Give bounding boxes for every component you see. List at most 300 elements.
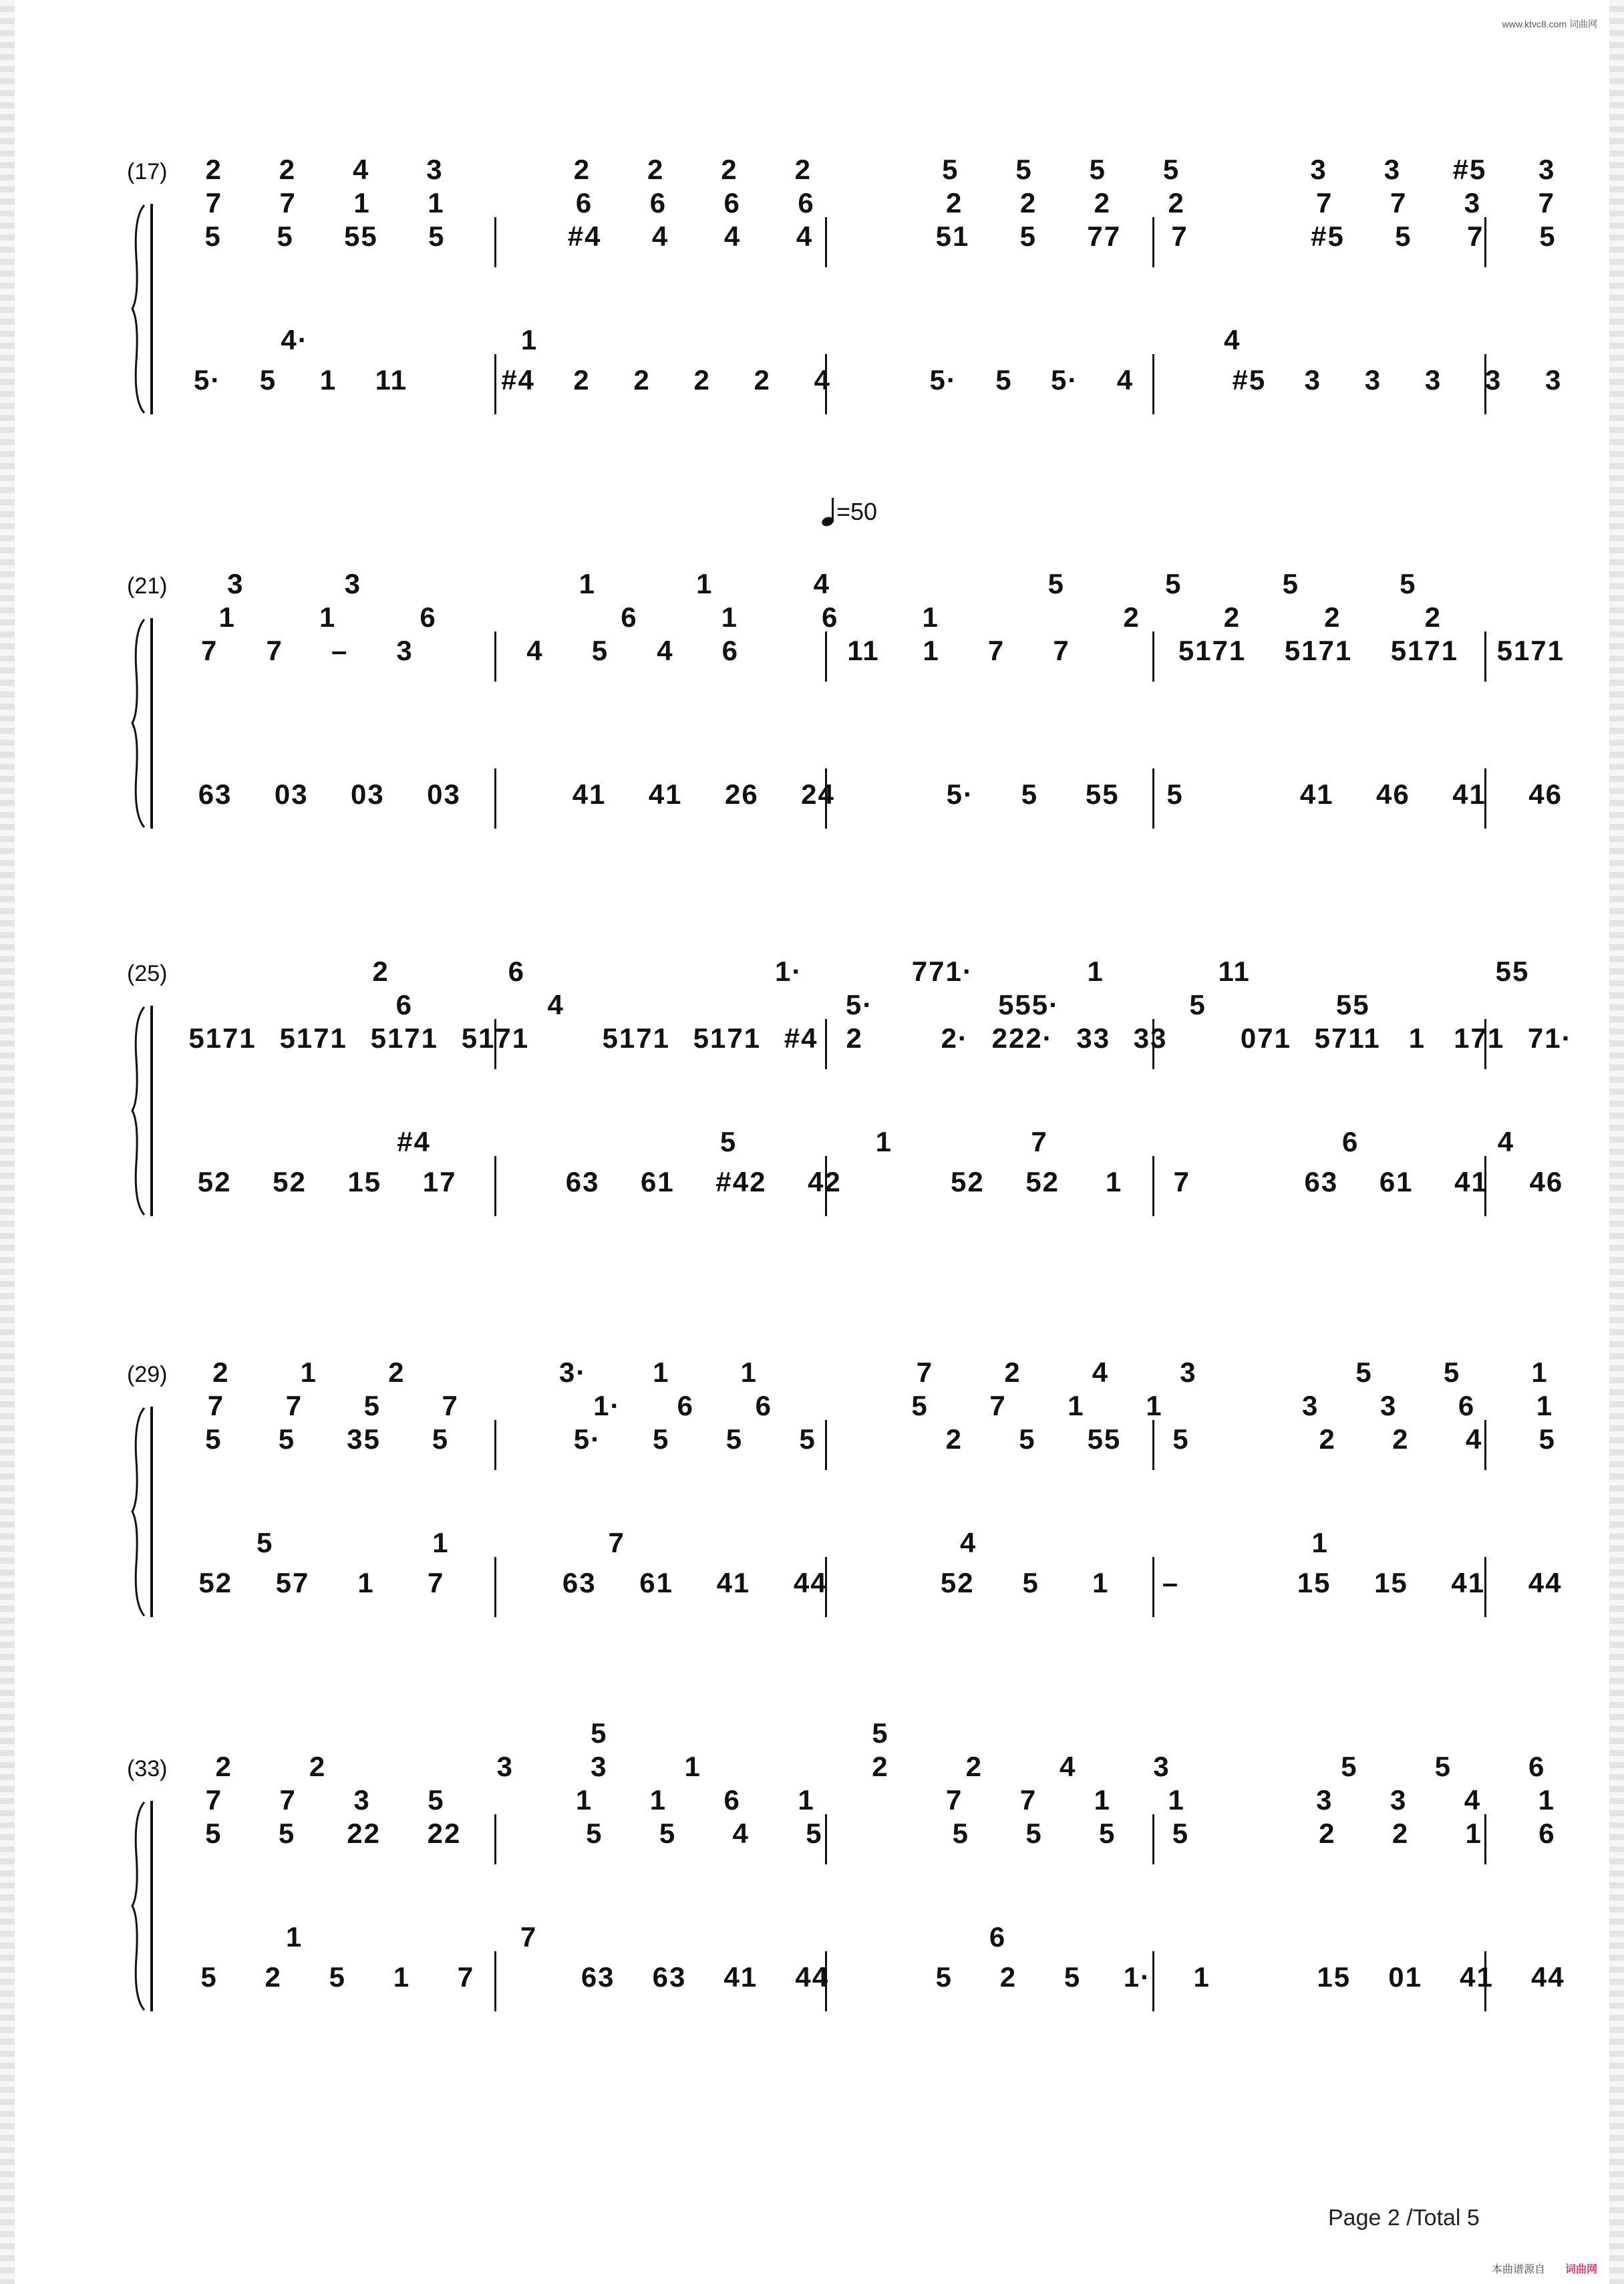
note-token: 51: [935, 221, 970, 252]
note-token: 41: [1451, 1567, 1486, 1598]
note-token: 03: [274, 778, 309, 810]
bass-row: [177, 364, 1584, 396]
note-token: 2: [309, 1751, 327, 1782]
note-token: #5: [1452, 154, 1487, 185]
note-token: 7: [427, 1567, 445, 1598]
note-token: 1: [1094, 1784, 1112, 1816]
note-token: 5: [1022, 1567, 1039, 1598]
note-token: 22: [427, 1818, 462, 1849]
note-token: 7: [279, 1784, 297, 1816]
note-token: 5: [872, 1717, 889, 1749]
note-token: 3: [396, 635, 414, 666]
staff-system: [0, 127, 1624, 434]
system-line: [150, 204, 153, 414]
quarter-note-icon: [822, 499, 836, 526]
note-token: 1: [696, 568, 713, 599]
note-token: 1: [1538, 1784, 1555, 1816]
measure-number: (21): [127, 573, 168, 599]
note-token: 7: [1031, 1126, 1048, 1157]
note-token: 3: [344, 568, 361, 599]
note-token: 7: [987, 635, 1005, 666]
bass-row: [177, 324, 1584, 356]
note-token: 4: [796, 221, 814, 252]
note-token: 2: [573, 364, 591, 396]
note-token: 555·: [998, 989, 1060, 1020]
note-token: 24: [801, 778, 835, 810]
note-token: 7: [201, 635, 218, 666]
note-token: 55: [1495, 956, 1530, 987]
note-token: 5: [1341, 1751, 1358, 1782]
note-token: 5·: [1050, 364, 1079, 396]
note-token: 2: [1392, 1423, 1410, 1455]
note-token: 5: [205, 1818, 222, 1849]
note-token: 4: [352, 154, 370, 185]
note-token: 6: [1538, 1818, 1556, 1849]
note-token: 55: [344, 221, 378, 252]
note-token: 52: [273, 1166, 307, 1197]
note-token: 3: [1384, 154, 1402, 185]
note-token: #5: [1311, 221, 1345, 252]
note-token: 3: [227, 568, 245, 599]
note-token: 6: [508, 956, 526, 987]
note-token: 4·: [281, 324, 309, 355]
note-token: 4: [657, 635, 674, 666]
note-token: #4: [567, 221, 602, 252]
note-token: #42: [715, 1166, 767, 1197]
note-token: 5: [204, 221, 222, 252]
note-token: 5: [259, 364, 277, 396]
treble-row: [177, 601, 1584, 633]
note-token: 5: [1047, 568, 1065, 599]
note-token: 1·: [1123, 1961, 1152, 1993]
note-token: –: [1162, 1567, 1180, 1598]
note-token: 3: [426, 154, 444, 185]
note-token: 2: [573, 154, 591, 185]
note-token: 1: [1311, 1527, 1329, 1558]
note-token: 7: [1173, 1166, 1190, 1197]
note-token: 7: [946, 1784, 963, 1816]
treble-row: [177, 1423, 1584, 1455]
note-token: 52: [197, 1166, 232, 1197]
treble-row: [177, 1784, 1584, 1816]
note-token: 5: [277, 221, 294, 252]
note-token: 1: [1531, 1357, 1549, 1388]
note-token: 3: [1484, 364, 1502, 396]
note-token: 3: [1304, 364, 1322, 396]
note-token: 11: [375, 364, 408, 396]
note-token: 4: [732, 1818, 750, 1849]
note-token: 7: [608, 1527, 625, 1558]
treble-row: [177, 956, 1584, 988]
bass-row: [177, 1166, 1584, 1198]
note-token: 5: [1172, 1818, 1190, 1849]
note-token: 11: [847, 635, 880, 666]
note-token: 1: [684, 1751, 701, 1782]
note-token: 7: [1467, 221, 1484, 252]
note-token: 5·: [929, 364, 957, 396]
note-token: 5: [428, 1784, 445, 1816]
note-token: 1: [520, 324, 538, 355]
note-token: 41: [723, 1961, 758, 1993]
note-token: 5: [1166, 778, 1184, 810]
note-token: 4: [1060, 1751, 1077, 1782]
note-token: #4: [784, 1022, 818, 1054]
note-token: 41: [1460, 1961, 1494, 1993]
treble-row: [177, 221, 1584, 253]
note-token: 1: [353, 187, 371, 219]
note-token: 03: [350, 778, 385, 810]
note-token: 5: [719, 1126, 738, 1157]
note-token: 5171: [1390, 635, 1459, 666]
note-token: 1: [1168, 1784, 1185, 1816]
note-token: 1: [798, 1784, 815, 1816]
note-token: 5: [1538, 1423, 1556, 1455]
note-token: 26: [724, 778, 759, 810]
note-token: 1: [1536, 1390, 1554, 1421]
note-token: 2: [1223, 601, 1241, 633]
bass-row: [177, 1527, 1584, 1559]
note-token: 1: [1408, 1022, 1426, 1054]
note-token: 1·: [775, 956, 803, 987]
note-token: 2: [265, 1961, 282, 1993]
note-token: 5171: [602, 1022, 670, 1054]
note-token: 5171: [1496, 635, 1565, 666]
note-token: 5: [200, 1961, 218, 1993]
treble-row: [177, 1357, 1584, 1389]
note-token: 44: [1530, 1961, 1565, 1993]
treble-row: [177, 187, 1584, 219]
note-token: 4: [1116, 364, 1134, 396]
note-token: 7: [1019, 1784, 1037, 1816]
bass-row: [177, 1567, 1584, 1599]
note-token: #5: [1232, 364, 1267, 396]
note-token: 1: [923, 635, 940, 666]
note-token: 1: [428, 187, 445, 219]
note-token: 63: [198, 778, 232, 810]
note-token: 4: [526, 635, 544, 666]
note-token: 5: [1089, 154, 1106, 185]
note-token: 6: [755, 1390, 772, 1421]
note-token: 52: [951, 1166, 985, 1197]
note-token: 7: [1053, 635, 1070, 666]
note-token: 6: [723, 1784, 741, 1816]
note-token: 5: [1355, 1357, 1373, 1388]
note-token: 2: [1123, 601, 1140, 633]
note-token: 3: [353, 1784, 371, 1816]
note-token: 5: [935, 1961, 953, 1993]
note-token: 6: [989, 1921, 1007, 1953]
note-token: 63: [1304, 1166, 1339, 1197]
note-token: 4: [723, 221, 742, 252]
note-token: 6: [420, 601, 437, 633]
note-token: 5: [1434, 1751, 1452, 1782]
note-token: 5171: [279, 1022, 347, 1054]
note-token: 6: [649, 187, 667, 219]
note-token: 6: [1458, 1390, 1476, 1421]
note-token: 6: [798, 187, 815, 219]
note-token: –: [331, 635, 349, 666]
note-token: 5: [1019, 1423, 1036, 1455]
note-token: 2: [633, 364, 651, 396]
note-token: 5·: [845, 989, 874, 1020]
note-token: 5: [1165, 568, 1182, 599]
note-token: 1·: [593, 1390, 621, 1421]
note-token: 46: [1529, 1166, 1564, 1197]
note-token: 2: [1004, 1357, 1021, 1388]
note-token: 1: [319, 364, 337, 396]
note-token: 5: [278, 1818, 296, 1849]
note-token: 5: [952, 1818, 969, 1849]
system-line: [150, 1801, 153, 2011]
brace-icon: [131, 618, 146, 829]
note-token: 2: [1392, 1818, 1410, 1849]
note-token: 41: [1299, 778, 1334, 810]
note-token: 5: [942, 154, 959, 185]
bass-row: [177, 1961, 1584, 1993]
note-token: 5: [1025, 1818, 1043, 1849]
measure-number: (25): [127, 961, 168, 986]
note-token: 5: [1015, 154, 1033, 185]
note-token: 5: [1172, 1423, 1190, 1455]
note-token: 2: [212, 1357, 230, 1388]
note-token: 5·: [573, 1423, 602, 1455]
note-token: 3: [1364, 364, 1382, 396]
note-token: 42: [808, 1166, 842, 1197]
note-token: 5: [591, 1717, 608, 1749]
note-token: 1: [649, 1784, 667, 1816]
note-token: 4: [813, 568, 830, 599]
note-token: 1: [1465, 1818, 1482, 1849]
staff-system: [0, 541, 1624, 849]
note-token: 4: [547, 989, 564, 1020]
note-token: 5171: [1178, 635, 1247, 666]
note-token: 3: [496, 1751, 514, 1782]
note-token: 3: [1424, 364, 1442, 396]
note-token: 15: [347, 1166, 382, 1197]
note-token: 2: [754, 364, 771, 396]
note-token: 1: [432, 1527, 450, 1558]
treble-row: [177, 154, 1584, 186]
note-token: 4: [1224, 324, 1241, 355]
note-token: 5171: [188, 1022, 257, 1054]
note-token: 1: [1068, 1390, 1085, 1421]
note-token: 2: [215, 1751, 232, 1782]
note-token: 1: [1146, 1390, 1163, 1421]
note-token: 6: [677, 1390, 695, 1421]
note-token: 3: [1464, 187, 1482, 219]
note-token: 071: [1240, 1022, 1291, 1054]
page-number: Page 2 /Total 5: [1328, 2205, 1480, 2231]
note-token: 5: [1099, 1818, 1116, 1849]
note-token: 2: [693, 364, 711, 396]
note-token: 41: [572, 778, 607, 810]
note-token: 1: [653, 1357, 670, 1388]
note-token: 6: [721, 635, 740, 666]
note-token: 15: [1317, 1961, 1351, 1993]
brace-icon: [131, 1407, 146, 1617]
note-token: 2: [945, 1423, 963, 1455]
note-token: 4: [1464, 1784, 1482, 1816]
brace-icon: [131, 1006, 146, 1216]
note-token: 5: [1019, 221, 1037, 252]
note-token: 222·: [991, 1022, 1053, 1054]
measure-number: (29): [127, 1362, 168, 1387]
note-token: 5: [1400, 568, 1417, 599]
note-token: 171: [1454, 1022, 1505, 1054]
note-token: 55: [1335, 989, 1370, 1020]
note-token: 6: [395, 989, 413, 1020]
measure-number: (33): [127, 1756, 168, 1781]
note-token: 41: [716, 1567, 751, 1598]
note-token: 63: [565, 1166, 600, 1197]
note-token: 4: [959, 1527, 977, 1558]
note-token: 3: [1538, 154, 1556, 185]
note-token: 6: [723, 187, 741, 219]
note-token: 2: [946, 187, 963, 219]
note-token: 55: [1085, 778, 1120, 810]
note-token: 7: [207, 1390, 225, 1421]
note-token: 5: [1282, 568, 1299, 599]
note-token: 5: [205, 1423, 222, 1455]
note-token: 7: [205, 187, 223, 219]
note-token: 1: [1193, 1961, 1210, 1993]
treble-row: [177, 1818, 1584, 1850]
note-token: 52: [1025, 1166, 1060, 1197]
note-token: 2: [205, 154, 222, 185]
note-token: 63: [652, 1961, 687, 1993]
note-token: 52: [940, 1567, 975, 1598]
note-token: 1: [1092, 1567, 1110, 1598]
system-line: [150, 1006, 153, 1216]
note-token: 22: [347, 1818, 381, 1849]
note-token: 7: [916, 1357, 934, 1388]
bass-row: [177, 778, 1584, 811]
note-token: 1: [579, 568, 596, 599]
system-line: [150, 1407, 153, 1617]
note-token: 2: [1319, 1818, 1336, 1849]
note-token: 7: [1538, 187, 1555, 219]
note-token: 1: [319, 601, 337, 633]
note-token: 5: [586, 1818, 603, 1849]
note-token: 55: [1087, 1423, 1122, 1455]
note-token: 01: [1388, 1961, 1422, 1993]
note-token: 41: [1454, 1166, 1488, 1197]
note-token: 5: [725, 1423, 744, 1455]
note-token: 2: [1319, 1423, 1336, 1455]
note-token: 5: [1443, 1357, 1461, 1388]
note-token: 5: [799, 1423, 816, 1455]
note-token: 5: [653, 1423, 670, 1455]
note-token: 77: [1087, 221, 1122, 252]
note-token: 7: [279, 187, 297, 219]
note-token: 2: [1324, 601, 1341, 633]
note-token: 7: [266, 635, 283, 666]
note-token: 4: [814, 364, 831, 396]
note-token: 44: [795, 1961, 830, 1993]
note-token: 3: [1545, 364, 1563, 396]
note-token: 5171: [461, 1022, 530, 1054]
note-token: #4: [397, 1126, 431, 1157]
note-token: 2: [647, 154, 665, 185]
note-token: 1: [300, 1357, 317, 1388]
note-token: 2: [1094, 187, 1112, 219]
note-token: 5: [591, 635, 609, 666]
note-token: 5: [911, 1390, 929, 1421]
note-token: 2: [721, 154, 738, 185]
note-token: 7: [1171, 221, 1188, 252]
note-token: 5: [1021, 778, 1039, 810]
note-token: 2: [279, 154, 297, 185]
note-token: 4: [1497, 1126, 1515, 1157]
note-token: #4: [501, 364, 535, 396]
footer-source: 本曲谱源自: [1491, 2264, 1545, 2275]
note-token: 2: [846, 1022, 863, 1054]
note-token: 15: [1297, 1567, 1331, 1598]
brace-icon: [131, 1801, 146, 2011]
note-token: 7: [457, 1961, 475, 1993]
note-token: 5: [363, 1390, 381, 1421]
treble-row: [177, 635, 1584, 667]
note-token: 3: [1390, 1784, 1408, 1816]
note-token: 41: [1452, 778, 1486, 810]
note-token: 1: [218, 601, 236, 633]
note-token: 6: [1528, 1751, 1546, 1782]
note-token: 2: [1168, 187, 1185, 219]
note-token: 1: [721, 601, 738, 633]
note-token: 2: [1424, 601, 1442, 633]
tempo-mark: [822, 498, 877, 526]
treble-row: [177, 1751, 1584, 1783]
note-token: 71·: [1527, 1022, 1573, 1054]
bass-row: [177, 1921, 1584, 1953]
note-token: 5: [1189, 989, 1206, 1020]
note-token: 5: [432, 1423, 450, 1455]
brace-icon: [131, 204, 146, 414]
note-token: 7: [285, 1390, 303, 1421]
note-token: 61: [1379, 1166, 1414, 1197]
note-token: 5: [806, 1818, 823, 1849]
note-token: 35: [347, 1423, 381, 1455]
note-token: 1: [740, 1357, 758, 1388]
note-token: 61: [639, 1567, 673, 1598]
note-token: 11: [1218, 956, 1251, 987]
note-token: 3·: [558, 1357, 587, 1388]
note-token: 2·: [941, 1022, 969, 1054]
system-line: [150, 618, 153, 829]
note-token: 2: [872, 1751, 889, 1782]
note-token: 2: [1019, 187, 1037, 219]
note-token: 1: [1087, 956, 1104, 987]
note-token: 5: [1064, 1961, 1082, 1993]
note-token: 03: [427, 778, 461, 810]
note-token: 5: [329, 1961, 346, 1993]
note-token: 2: [372, 956, 389, 987]
treble-row: [177, 568, 1584, 600]
note-token: 2: [965, 1751, 983, 1782]
note-token: 5711: [1314, 1022, 1381, 1054]
note-token: 2: [388, 1357, 405, 1388]
note-token: 3: [1316, 1784, 1333, 1816]
note-token: 5: [1395, 221, 1412, 252]
note-token: 46: [1376, 778, 1410, 810]
note-token: 7: [442, 1390, 459, 1421]
note-token: 41: [648, 778, 683, 810]
top-watermark: www.ktvc8.com 词曲网: [1502, 19, 1597, 29]
note-token: 5: [428, 221, 446, 252]
note-token: 5171: [1284, 635, 1353, 666]
treble-row: [177, 1390, 1584, 1422]
note-token: 5: [278, 1423, 296, 1455]
